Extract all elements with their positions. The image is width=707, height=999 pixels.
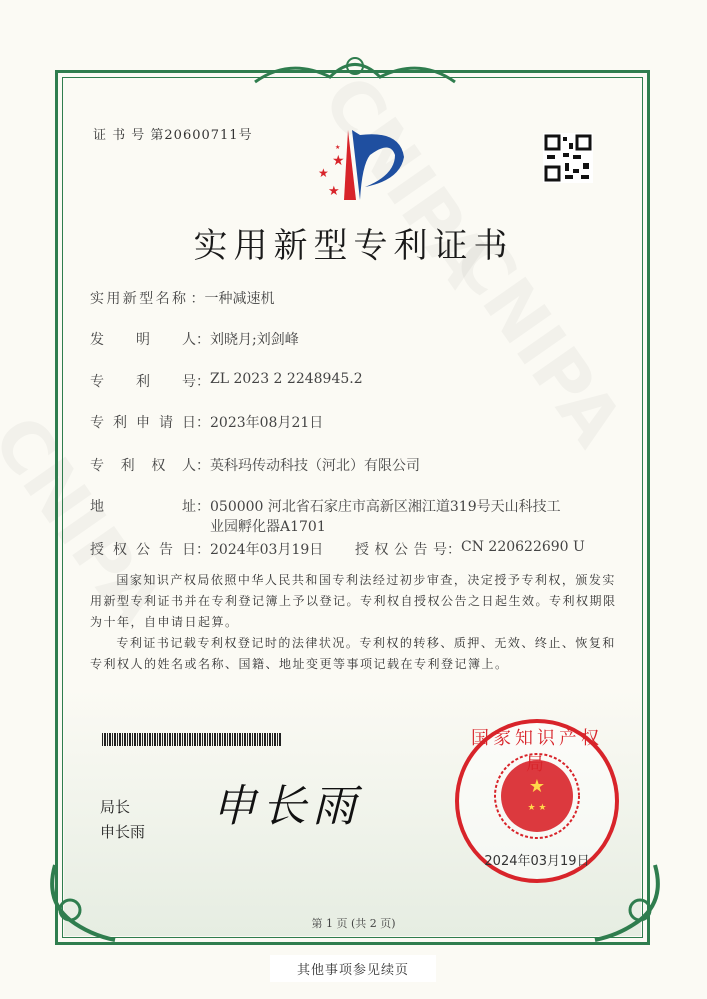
field-patentee: 专利权人：英科玛传动科技（河北）有限公司 [90,455,420,475]
field-patent-number: 专利号：ZL 2023 2 2248945.2 [90,371,363,390]
field-grant-number: 授权公告号：CN 220622690 U [355,539,585,558]
field-value: 英科玛传动科技（河北）有限公司 [210,458,420,474]
field-value-line2: 业园孵化器A1701 [210,519,326,535]
field-label: 发明人 [90,332,196,348]
page-number: 第 1 页 (共 2 页) [311,917,396,930]
svg-text:★: ★ [528,776,546,797]
certificate-number: 证 书 号 第20600711号 [93,128,253,143]
field-value-block [210,496,561,536]
field-label: 授权公告号 [355,542,447,558]
field-value: 一种减速机 [204,291,275,307]
field-value: ZL 2023 2 2248945.2 [210,371,363,387]
field-label: 专利权人 [90,458,196,474]
director-title: 局长 [100,798,131,816]
qr-code [543,133,593,183]
field-grant-date: 授权公告日：2024年03月19日 [90,539,323,559]
field-inventor: 发明人：刘晓月;刘剑峰 [90,329,299,349]
field-label: 实用新型名称 [90,291,186,307]
seal-date: 2024年03月19日 [484,854,590,869]
field-label: 专利号 [90,374,196,390]
field-application-date: 专利申请日：2023年08月21日 [90,412,323,432]
director-name: 申长雨 [100,823,146,841]
svg-text:★: ★ [328,184,340,199]
field-address: 地址：050000 河北省石家庄市高新区湘江道319号天山科技工 业园孵化器A1701 [90,496,561,536]
svg-text:★ ★: ★ ★ [527,803,547,813]
legal-status-statement: 专利证书记载专利权登记时的法律状况。专利权的转移、质押、无效、终止、恢复和专利权人的姓名或名称、国籍、地址变更等事项记载在专利登记簿上。 [90,636,616,671]
field-label: 地址 [90,499,196,515]
svg-text:★: ★ [335,144,341,151]
director-block [100,795,145,845]
director-signature: 申长雨 [212,781,362,832]
svg-text:★: ★ [318,166,329,180]
top-ornament [250,52,460,92]
field-label: 专利申请日 [90,415,196,431]
field-value: 2023年08月21日 [210,415,324,431]
field-value: 刘晓月;刘剑峰 [210,332,299,348]
field-utility-model-name: 实用新型名称 ：一种减速机 [90,288,274,308]
field-value: 050000 河北省石家庄市高新区湘江道319号天山科技工 [210,499,561,515]
corner-ornament-left [40,860,120,950]
field-value: CN 220622690 U [461,539,585,555]
cnipa-logo [300,125,410,205]
svg-text:★: ★ [332,153,345,169]
continuation-note: 其他事项参见续页 [270,955,436,982]
barcode [102,733,282,746]
seal-text: 国家知识产权局 [471,728,603,775]
certificate-title: 实用新型专利证书 [193,226,514,266]
grant-statement: 国家知识产权局依照中华人民共和国专利法经过初步审查，决定授予专利权，颁发实用新型专利证书并在专利登记簿上予以登记。专利权自授权公告之日起生效。专利权期限为十年，自申请日起算。 [90,573,617,629]
field-value: 2024年03月19日 [210,542,324,558]
field-label: 授权公告日 [90,542,196,558]
